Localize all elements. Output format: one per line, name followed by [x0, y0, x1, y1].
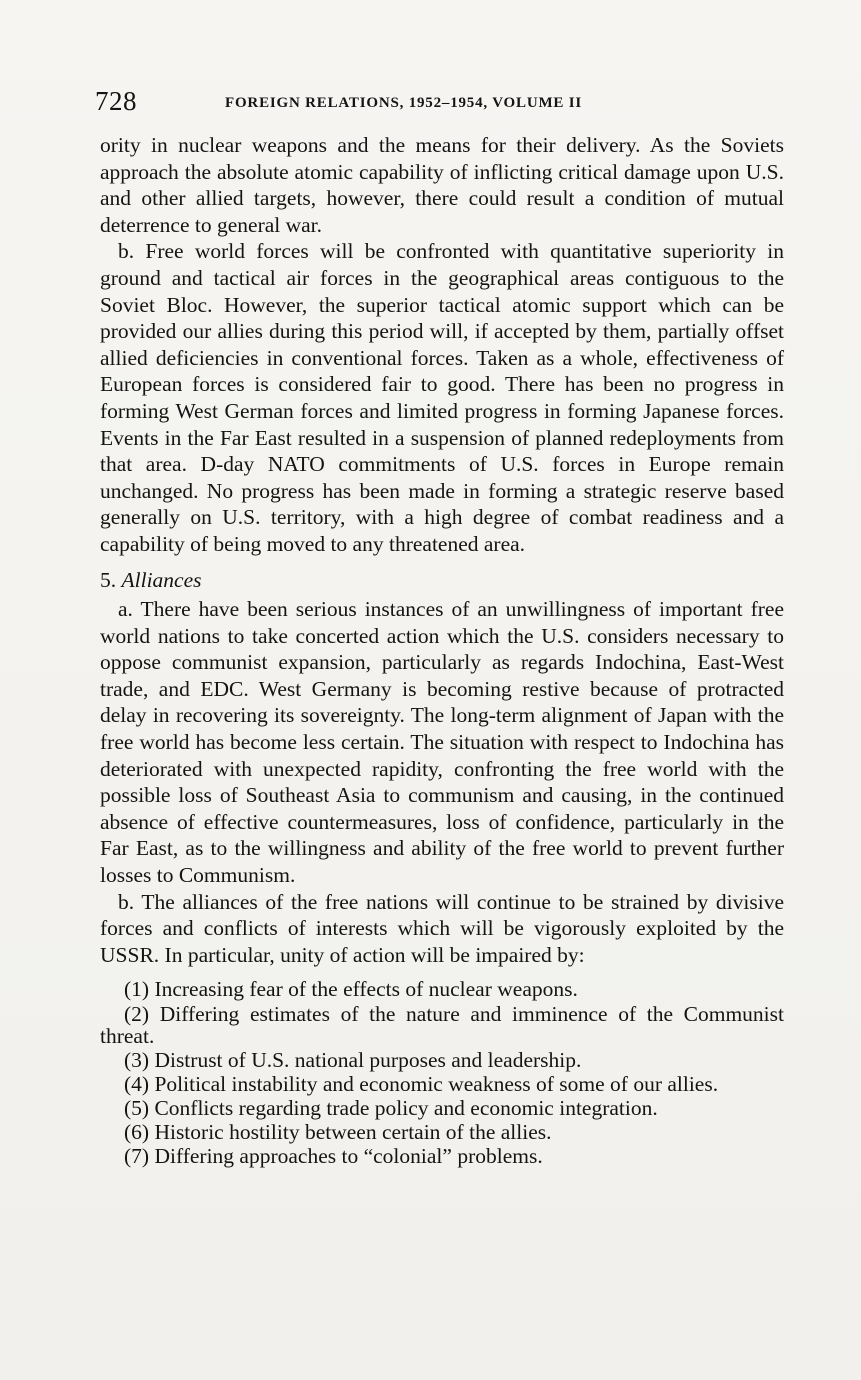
list-item: (6) Historic hostility between certain of the allies. — [124, 1120, 552, 1145]
list-item: (3) Distrust of U.S. national purposes and leadership. — [124, 1047, 582, 1072]
section-title: Alliances — [121, 567, 202, 592]
paragraph-4b: b. Free world forces will be confronted with quantitative superiority in ground and tactical air forces in the geographical areas contiguous to the Soviet Bloc. However, the superior tactical atomic support which can be provided our allies during this period will, if accepted by them, partially offset allied deficiencies in conventional forces. Taken as a whole, effectiveness of European forces is considered fair to good. There has been no progress in forming West German forces and limited progress in forming Japanese forces. Events in the Far East resulted in a suspension of planned redeployments from that area. D-day NATO commitments of U.S. forces in Europe remain unchanged. No progress has been made in forming a strategic reserve based generally on U.S. territory, with a high degree of combat readiness and a capability of being moved to any threatened area. — [100, 239, 784, 556]
list-item: (2) Differing estimates of the nature and imminence of the Communist threat. — [100, 1001, 784, 1048]
section-number: 5. — [100, 567, 117, 592]
page-number: 728 — [95, 86, 137, 116]
body-text — [100, 132, 784, 1169]
section-heading — [100, 567, 784, 594]
list-item: (1) Increasing fear of the effects of nuclear weapons. — [124, 977, 578, 1002]
list-item: (7) Differing approaches to “colonial” problems. — [124, 1144, 543, 1169]
list-item: (5) Conflicts regarding trade policy and economic integration. — [124, 1095, 658, 1120]
paragraph-continuation: ority in nuclear weapons and the means for their delivery. As the Soviets approach the absolute atomic capability of inflicting critical damage upon U.S. and other allied targets, however, there could result a condition of mutual deterrence to general war. — [100, 133, 784, 237]
paragraph-5a: a. There have been serious instances of an unwillingness of important free world nations to take concerted action which the U.S. considers necessary to oppose communist expansion, particularly as regards Indochina, East-West trade, and EDC. West Germany is becoming restive because of protracted delay in recovering its sovereignty. The long-term alignment of Japan with the free world has become less certain. The situation with respect to Indochina has deteriorated with unexpected rapidity, confronting the free world with the possible loss of Southeast Asia to communism and causing, in the continued absence of effective countermeasures, loss of confidence, particularly in the Far East, as to the willingness and ability of the free world to prevent further losses to Communism. — [100, 597, 784, 888]
list-item: (4) Political instability and economic weakness of some of our allies. — [124, 1071, 719, 1096]
impairment-list — [100, 978, 784, 1167]
page-header — [95, 86, 785, 120]
paragraph-5b: b. The alliances of the free nations will continue to be strained by divisive forces and conflicts of interests which will be vigorously exploited by the USSR. In particular, unity of action will be impaired by: — [100, 889, 784, 967]
running-head: FOREIGN RELATIONS, 1952–1954, VOLUME II — [225, 95, 583, 111]
